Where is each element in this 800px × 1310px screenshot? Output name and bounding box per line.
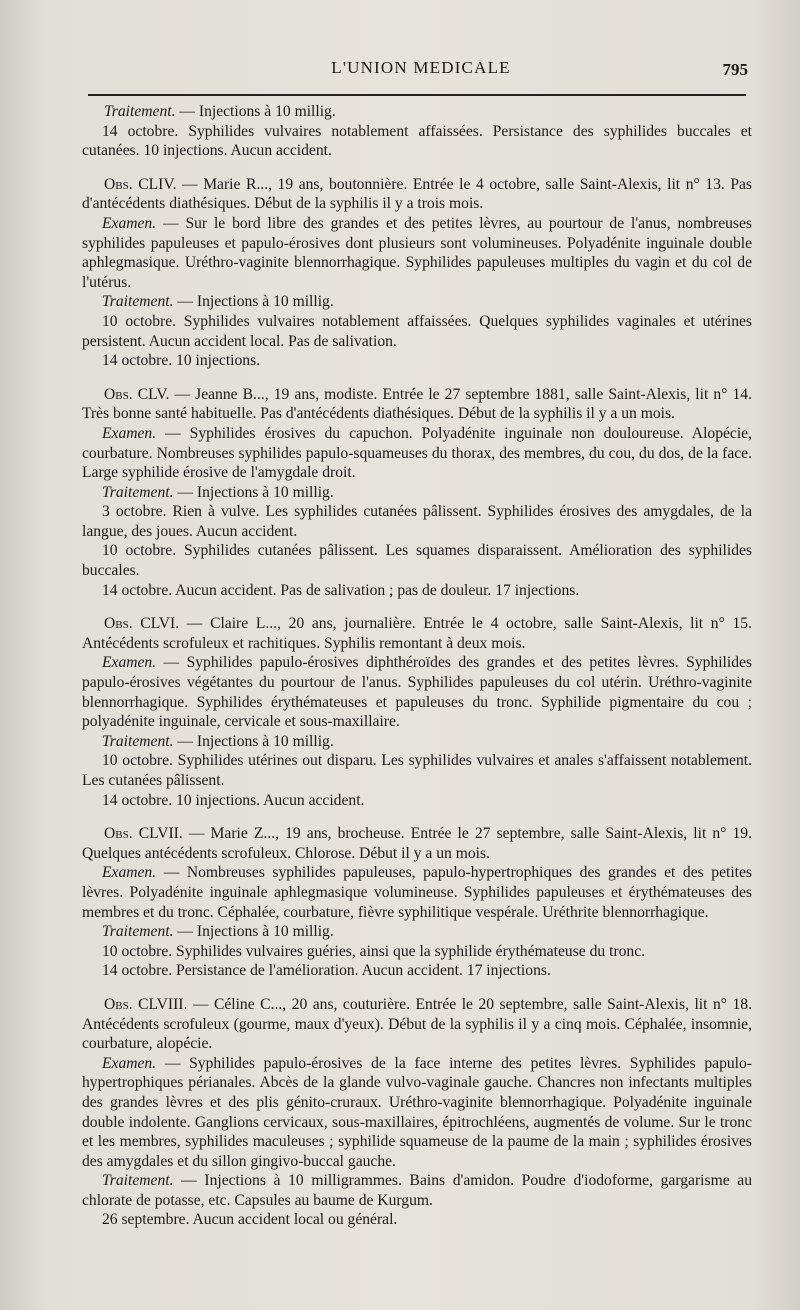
paragraph-text: 14 octobre. 10 injections. Aucun accident. xyxy=(102,791,365,809)
paragraph xyxy=(82,942,752,962)
observation-block xyxy=(82,175,752,371)
paragraph xyxy=(82,292,752,312)
paragraph xyxy=(82,653,752,731)
observation-block xyxy=(82,102,752,161)
header-rule xyxy=(88,94,746,96)
paragraph xyxy=(82,791,752,811)
section-label: Traitement. xyxy=(102,483,174,501)
paragraph xyxy=(82,863,752,922)
paragraph xyxy=(82,502,752,541)
section-label: Traitement. xyxy=(102,923,174,941)
paragraph-text: 10 octobre. Syphilides vulvaires notablement affaissées. Quelques syphilides vaginales et utérines persistent. Aucun accident local. Pas de salivation. xyxy=(82,312,752,350)
paragraph-text: — Sur le bord libre des grandes et des petites lèvres, au pourtour de l'anus, nombreuses syphilides papuleuses et papulo-érosives dont plusieurs sont volumineuses. Polyadénite inguinale double aphlegmasique. Uréthro-vaginite blennorrhagique. Syphilides papuleuses multiples du vagin et du col de l'utérus. xyxy=(82,214,752,291)
paragraph xyxy=(82,1054,752,1172)
paragraph-text: 14 octobre. 10 injections. xyxy=(102,352,261,370)
paragraph-text: CLV. — Jeanne B..., 19 ans, modiste. Entrée le 27 septembre 1881, salle Saint-Alexis, lit n° 14. Très bonne santé habituelle. Pas d'antécédents diathésiques. Début de la syphilis il y a un mois. xyxy=(82,385,752,423)
paragraph xyxy=(82,732,752,752)
paragraph xyxy=(82,214,752,292)
paragraph-text: 3 octobre. Rien à vulve. Les syphilides cutanées pâlissent. Syphilides érosives des amygdales, de la langue, des joues. Aucun accident. xyxy=(82,503,752,540)
paragraph-text: 14 octobre. Aucun accident. Pas de salivation ; pas de douleur. 17 injections. xyxy=(102,581,580,599)
paragraph xyxy=(82,385,752,424)
paragraph-text: — Injections à 10 millig. xyxy=(173,923,334,941)
paragraph xyxy=(82,102,752,122)
paragraph xyxy=(82,483,752,503)
paragraph-text: — Injections à 10 millig. xyxy=(173,293,334,311)
paragraph-text: CLVIII. — Céline C..., 20 ans, couturière. Entrée le 20 septembre, salle Saint-Alexis, lit n° 18. Antécédents scrofuleux (gourme, maux d'yeux). Début de la syphilis il y a cinq mois. Céphalée, insomnie, courbature, alopécie. xyxy=(82,995,752,1053)
paragraph-text: — Syphilides papulo-érosives diphthéroïdes des grandes et des petites lèvres. Syphilides papulo-érosives végétantes du pourtour de l'anus. Syphilides papuleuses du col utérin. Uréthro-vaginite blennorrhagique. Syphilides érythémateuses et papuleuses du tronc. Syphilide pigmentaire du cou ; polyadénite inguinale, cervicale et sous-maxillaire. xyxy=(82,654,752,731)
paragraph-text: — Syphilides érosives du capuchon. Polyadénite inguinale non douloureuse. Alopécie, courbature. Nombreuses syphilides papulo-squameuses du thorax, des membres, du cou, du dos, de la face. Large syphilide érosive de l'amygdale droit. xyxy=(82,424,752,482)
observation-block xyxy=(82,995,752,1230)
paragraph-text: 14 octobre. Syphilides vulvaires notablement affaissées. Persistance des syphilides buccales et cutanées. 10 injections. Aucun accident. xyxy=(82,122,752,160)
section-label: Traitement. xyxy=(104,103,176,120)
paragraph xyxy=(82,122,752,161)
paragraph xyxy=(82,1210,752,1230)
paragraph xyxy=(82,614,752,653)
paragraph-text: CLVI. — Claire L..., 20 ans, journalière. Entrée le 4 octobre, salle Saint-Alexis, lit n° 15. Antécédents scrofuleux et rachitiques. Syphilis remontant à deux mois. xyxy=(82,615,752,652)
section-label: Examen. xyxy=(102,864,157,882)
observation-label: Obs. xyxy=(104,995,133,1013)
observation-label: Obs. xyxy=(104,175,133,193)
paragraph-text: 10 octobre. Syphilides cutanées pâlissent. Les squames disparaissent. Amélioration des syphilides buccales. xyxy=(82,542,752,580)
paragraph-text: — Nombreuses syphilides papuleuses, papulo-hypertrophiques des grandes et des petites lèvres. Polyadénite inguinale aphlegmasique volumineuse. Syphilides papuleuses et érythémateuses des membres et du tronc. Céphalée, courbature, fièvre syphilitique vespérale. Uréthrite blennorrhagique. xyxy=(82,864,752,921)
running-title: L'UNION MEDICALE xyxy=(331,58,511,77)
paragraph-text: 26 septembre. Aucun accident local ou général. xyxy=(102,1211,398,1229)
paragraph xyxy=(82,751,752,790)
observation-block xyxy=(82,385,752,601)
text-body xyxy=(82,102,752,1244)
paragraph xyxy=(82,961,752,981)
page-number: 795 xyxy=(722,60,748,79)
section-label: Examen. xyxy=(102,424,157,442)
observation-label: Obs. xyxy=(104,385,133,403)
section-label: Examen. xyxy=(102,654,157,672)
paragraph-text: — Injections à 10 millig. xyxy=(173,483,334,501)
paragraph xyxy=(82,1171,752,1210)
section-label: Examen. xyxy=(102,1054,157,1072)
paragraph xyxy=(82,922,752,942)
observation-label: Obs. xyxy=(104,615,133,633)
paragraph xyxy=(82,351,752,371)
paragraph xyxy=(82,312,752,351)
paragraph xyxy=(82,581,752,601)
section-label: Traitement. xyxy=(102,293,174,311)
paragraph xyxy=(82,541,752,580)
paragraph-text: — Injections à 10 millig. xyxy=(175,103,336,120)
paragraph-text: — Injections à 10 millig. xyxy=(173,732,334,750)
paragraph xyxy=(82,175,752,214)
paragraph-text: — Injections à 10 milligrammes. Bains d'amidon. Poudre d'iodoforme, gargarisme au chlorate de potasse, etc. Capsules au baume de Kurgum. xyxy=(82,1172,752,1209)
paragraph-text: CLVII. — Marie Z..., 19 ans, brocheuse. Entrée le 27 septembre, salle Saint-Alexis, lit n° 19. Quelques antécédents scrofuleux. Chlorose. Début il y a un mois. xyxy=(82,825,753,862)
paragraph-text: — Syphilides papulo-érosives de la face interne des petites lèvres. Syphilides papulo-hypertrophiques périanales. Abcès de la glande vulvo-vaginale gauche. Chancres non infectants multiples des grandes lèvres et des plis génito-cruraux. Uréthro-vaginite blennorrhagique. Polyadénite inguinale double indolente. Ganglions cervicaux, sous-maxillaires, épitrochléens, augmentés de volume. Sur le tronc et les membres, syphilides maculeuses ; syphilide squameuse de la paume de la main ; syphilides érosives des amygdales et du sillon gingivo-buccal gauche. xyxy=(82,1054,752,1170)
paragraph xyxy=(82,424,752,483)
observation-block xyxy=(82,824,752,981)
paragraph-text: CLIV. — Marie R..., 19 ans, boutonnière. Entrée le 4 octobre, salle Saint-Alexis, lit n° 13. Pas d'antécédents diathésiques. Début de la syphilis il y a trois mois. xyxy=(82,175,753,213)
paragraph-text: 10 octobre. Syphilides vulvaires guéries, ainsi que la syphilide érythémateuse du tronc. xyxy=(102,942,646,960)
paragraph-text: 14 octobre. Persistance de l'amélioration. Aucun accident. 17 injections. xyxy=(102,962,551,980)
paragraph-text: 10 octobre. Syphilides utérines out disparu. Les syphilides vulvaires et anales s'affaissent notablement. Les cutanées pâlissent. xyxy=(82,752,752,789)
running-header xyxy=(90,58,752,88)
observation-block xyxy=(82,614,752,810)
section-label: Traitement. xyxy=(102,1172,174,1190)
section-label: Traitement. xyxy=(102,732,174,750)
paragraph xyxy=(82,824,752,863)
paragraph xyxy=(82,995,752,1054)
section-label: Examen. xyxy=(102,214,157,232)
observation-label: Obs. xyxy=(104,825,133,843)
